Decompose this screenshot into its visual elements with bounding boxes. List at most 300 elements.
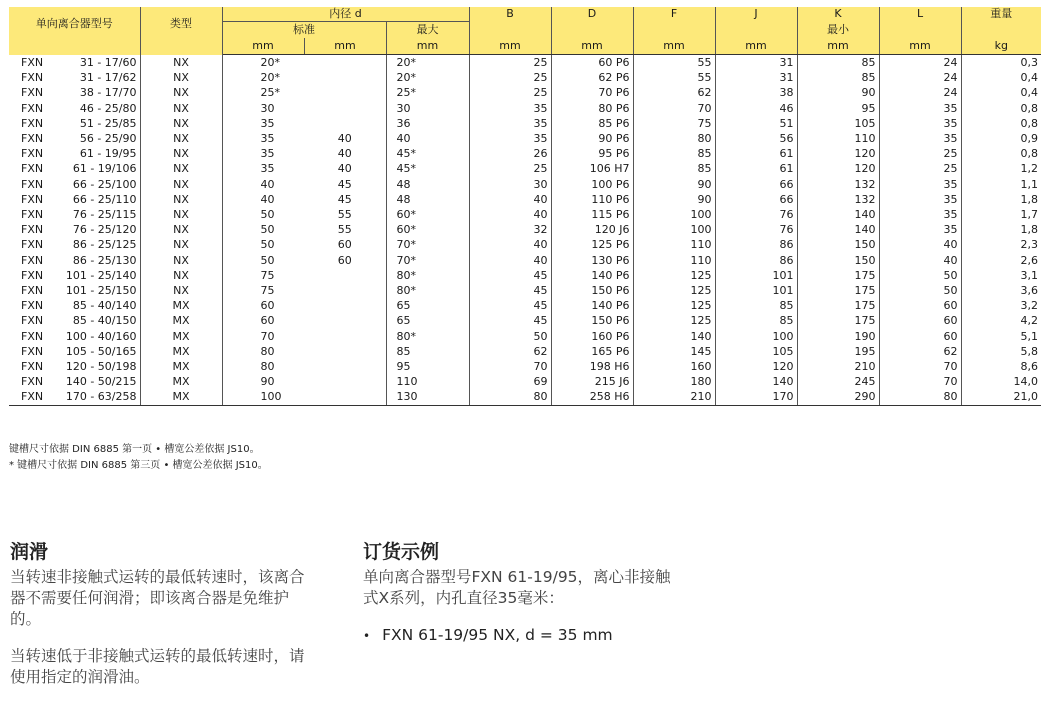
cell-J: 85	[715, 313, 797, 328]
cell-L: 40	[879, 237, 961, 252]
model-prefix: FXN	[21, 55, 44, 69]
bullet-dot-icon: •	[363, 629, 371, 643]
col-L-header: L	[879, 7, 961, 22]
model-cell	[9, 283, 140, 298]
model-prefix: FXN	[21, 101, 44, 115]
cell-type: NX	[140, 268, 222, 283]
cell-K: 132	[797, 177, 879, 192]
model-cell	[9, 101, 140, 116]
cell-F: 85	[633, 161, 715, 176]
model-cell	[9, 298, 140, 313]
model-prefix: FXN	[21, 344, 44, 358]
order-example-title: 订货示例	[363, 541, 440, 563]
model-prefix: FXN	[21, 253, 44, 267]
cell-type: MX	[140, 374, 222, 389]
cell-L: 62	[879, 344, 961, 359]
cell-B: 40	[469, 253, 551, 268]
cell-D: 215 J6	[551, 374, 633, 389]
cell-d1: 60	[260, 299, 275, 313]
cell-type: NX	[140, 253, 222, 268]
cell-type: NX	[140, 116, 222, 131]
table-row	[9, 85, 1041, 100]
cell-dmax: 110	[386, 374, 469, 389]
cell-B: 80	[469, 389, 551, 405]
col-weight-header: 重量	[961, 7, 1041, 22]
model-prefix: FXN	[21, 314, 44, 328]
model-prefix: FXN	[21, 299, 44, 313]
model-cell	[9, 161, 140, 176]
cell-dmax: 80*	[386, 283, 469, 298]
cell-B: 45	[469, 298, 551, 313]
model-number: 105 - 50/165	[65, 344, 137, 358]
cell-L: 35	[879, 222, 961, 237]
cell-B: 35	[469, 116, 551, 131]
cell-D: 70 P6	[551, 85, 633, 100]
cell-L: 35	[879, 207, 961, 222]
cell-L: 50	[879, 283, 961, 298]
cell-B: 30	[469, 177, 551, 192]
cell-w: 3,6	[1020, 284, 1039, 298]
cell-B: 45	[469, 283, 551, 298]
cell-F: 80	[633, 131, 715, 146]
cell-L: 35	[879, 131, 961, 146]
unit-mm: mm	[715, 38, 797, 55]
bore-std-header: 标准	[222, 22, 386, 39]
table-row	[9, 283, 1041, 298]
order-example-text: 单向离合器型号FXN 61-19/95，离心非接触 式X系列，内孔直径35毫米：	[363, 568, 671, 607]
bore-max-header: 最大	[386, 22, 469, 39]
model-cell	[9, 359, 140, 374]
cell-type: NX	[140, 207, 222, 222]
cell-d1: 40	[260, 177, 275, 191]
cell-type: NX	[140, 222, 222, 237]
cell-J: 51	[715, 116, 797, 131]
model-prefix: FXN	[21, 390, 44, 404]
cell-type: NX	[140, 85, 222, 100]
cell-d1: 75	[260, 268, 275, 282]
model-cell	[9, 146, 140, 161]
cell-J: 76	[715, 222, 797, 237]
cell-J: 86	[715, 253, 797, 268]
cell-D: 90 P6	[551, 131, 633, 146]
cell-L: 50	[879, 268, 961, 283]
cell-J: 101	[715, 283, 797, 298]
cell-D: 150 P6	[551, 313, 633, 328]
spec-table	[9, 7, 1041, 406]
cell-w: 1,2	[1020, 162, 1039, 176]
unit-mm: mm	[633, 38, 715, 55]
cell-J: 100	[715, 329, 797, 344]
table-row	[9, 253, 1041, 268]
cell-d2	[304, 298, 386, 313]
cell-d1: 75	[260, 284, 275, 298]
cell-B: 25	[469, 161, 551, 176]
model-number: 100 - 40/160	[65, 329, 137, 343]
unit-kg: kg	[961, 38, 1041, 55]
cell-d2: 45	[304, 192, 386, 207]
cell-dmax: 70*	[386, 253, 469, 268]
cell-D: 125 P6	[551, 237, 633, 252]
cell-dmax: 85	[386, 344, 469, 359]
model-cell	[9, 131, 140, 146]
cell-B: 69	[469, 374, 551, 389]
table-row	[9, 344, 1041, 359]
table-row	[9, 55, 1041, 71]
col-F-header: F	[633, 7, 715, 22]
model-cell	[9, 329, 140, 344]
cell-J: 61	[715, 161, 797, 176]
cell-J: 85	[715, 298, 797, 313]
cell-D: 150 P6	[551, 283, 633, 298]
cell-w: 3,2	[1020, 299, 1039, 313]
table-row	[9, 207, 1041, 222]
cell-D: 100 P6	[551, 177, 633, 192]
cell-K: 140	[797, 207, 879, 222]
cell-J: 31	[715, 70, 797, 85]
model-prefix: FXN	[21, 192, 44, 206]
cell-K: 120	[797, 161, 879, 176]
model-prefix: FXN	[21, 132, 44, 146]
cell-L: 70	[879, 359, 961, 374]
cell-d2: 40	[304, 131, 386, 146]
cell-dmax: 60*	[386, 207, 469, 222]
model-number: 66 - 25/100	[72, 177, 137, 191]
col-D-header: D	[551, 7, 633, 22]
col-type-header: 类型	[140, 7, 222, 55]
model-number: 51 - 25/85	[79, 116, 137, 130]
cell-w: 5,8	[1020, 344, 1039, 358]
cell-B: 25	[469, 70, 551, 85]
cell-K: 85	[797, 70, 879, 85]
cell-L: 35	[879, 177, 961, 192]
cell-K: 140	[797, 222, 879, 237]
model-number: 61 - 19/106	[72, 162, 137, 176]
model-prefix: FXN	[21, 375, 44, 389]
cell-F: 62	[633, 85, 715, 100]
cell-L: 24	[879, 85, 961, 100]
cell-B: 26	[469, 146, 551, 161]
cell-D: 110 P6	[551, 192, 633, 207]
model-cell	[9, 192, 140, 207]
cell-B: 25	[469, 55, 551, 71]
cell-d2: 55	[304, 222, 386, 237]
cell-d2	[304, 329, 386, 344]
cell-L: 60	[879, 298, 961, 313]
cell-F: 85	[633, 146, 715, 161]
cell-d2: 40	[304, 161, 386, 176]
cell-F: 140	[633, 329, 715, 344]
cell-w: 1,1	[1020, 177, 1039, 191]
cell-J: 140	[715, 374, 797, 389]
model-prefix: FXN	[21, 208, 44, 222]
cell-K: 175	[797, 313, 879, 328]
model-cell	[9, 374, 140, 389]
cell-w: 0,4	[1020, 86, 1039, 100]
cell-J: 38	[715, 85, 797, 100]
model-number: 76 - 25/120	[72, 223, 137, 237]
model-prefix: FXN	[21, 223, 44, 237]
model-cell	[9, 55, 140, 71]
cell-K: 120	[797, 146, 879, 161]
cell-d2	[304, 116, 386, 131]
cell-dmax: 70*	[386, 237, 469, 252]
cell-dmax: 80*	[386, 329, 469, 344]
cell-L: 24	[879, 55, 961, 71]
model-number: 31 - 17/60	[79, 55, 137, 69]
cell-K: 85	[797, 55, 879, 71]
cell-K: 190	[797, 329, 879, 344]
cell-dmax: 40	[386, 131, 469, 146]
model-prefix: FXN	[21, 238, 44, 252]
cell-type: MX	[140, 329, 222, 344]
lubrication-title: 润滑	[10, 541, 49, 563]
col-J-header: J	[715, 7, 797, 22]
model-cell	[9, 222, 140, 237]
table-row	[9, 192, 1041, 207]
unit-mm: mm	[386, 38, 469, 55]
col-bore-header: 内径 d	[222, 7, 469, 22]
cell-d1: 90	[260, 375, 275, 389]
table-row	[9, 177, 1041, 192]
cell-type: MX	[140, 344, 222, 359]
cell-F: 90	[633, 192, 715, 207]
cell-w: 0,8	[1020, 101, 1039, 115]
cell-d1: 50	[260, 238, 275, 252]
cell-d2	[304, 85, 386, 100]
cell-d1: 35	[260, 162, 275, 176]
cell-d1: 70	[260, 329, 275, 343]
cell-w: 0,9	[1020, 132, 1039, 146]
model-number: 86 - 25/130	[72, 253, 137, 267]
cell-dmax: 65	[386, 313, 469, 328]
model-prefix: FXN	[21, 284, 44, 298]
model-number: 66 - 25/110	[72, 192, 137, 206]
table-row	[9, 389, 1041, 405]
cell-d2: 45	[304, 177, 386, 192]
unit-mm: mm	[551, 38, 633, 55]
table-row	[9, 146, 1041, 161]
cell-type: NX	[140, 101, 222, 116]
model-prefix: FXN	[21, 86, 44, 100]
cell-d1: 50	[260, 223, 275, 237]
cell-d1: 40	[260, 192, 275, 206]
cell-J: 61	[715, 146, 797, 161]
cell-d1: 20*	[260, 71, 280, 85]
cell-J: 86	[715, 237, 797, 252]
cell-dmax: 80*	[386, 268, 469, 283]
model-number: 85 - 40/150	[72, 314, 137, 328]
model-cell	[9, 313, 140, 328]
cell-d2	[304, 101, 386, 116]
cell-K: 195	[797, 344, 879, 359]
model-prefix: FXN	[21, 71, 44, 85]
cell-D: 130 P6	[551, 253, 633, 268]
model-prefix: FXN	[21, 177, 44, 191]
cell-L: 40	[879, 253, 961, 268]
cell-B: 25	[469, 85, 551, 100]
cell-d1: 35	[260, 116, 275, 130]
cell-L: 35	[879, 116, 961, 131]
cell-K: 175	[797, 283, 879, 298]
table-row	[9, 131, 1041, 146]
cell-dmax: 130	[386, 389, 469, 405]
cell-B: 45	[469, 268, 551, 283]
model-cell	[9, 389, 140, 405]
table-row	[9, 161, 1041, 176]
model-cell	[9, 207, 140, 222]
model-number: 61 - 19/95	[79, 147, 137, 161]
model-number: 101 - 25/140	[65, 268, 137, 282]
cell-D: 85 P6	[551, 116, 633, 131]
cell-dmax: 45*	[386, 146, 469, 161]
cell-d1: 80	[260, 344, 275, 358]
cell-type: NX	[140, 161, 222, 176]
table-row	[9, 313, 1041, 328]
cell-D: 80 P6	[551, 101, 633, 116]
col-K-header: K	[797, 7, 879, 22]
lubrication-para-2: 当转速低于非接触式运转的最低转速时，请 使用指定的润滑油。	[10, 647, 305, 686]
cell-B: 40	[469, 237, 551, 252]
col-model-header: 单向离合器型号	[9, 7, 140, 55]
cell-dmax: 30	[386, 101, 469, 116]
cell-B: 40	[469, 207, 551, 222]
cell-d2: 60	[304, 253, 386, 268]
cell-F: 125	[633, 268, 715, 283]
cell-D: 165 P6	[551, 344, 633, 359]
cell-J: 66	[715, 192, 797, 207]
cell-D: 140 P6	[551, 268, 633, 283]
cell-d2	[304, 55, 386, 71]
cell-L: 35	[879, 192, 961, 207]
cell-D: 258 H6	[551, 389, 633, 405]
cell-K: 150	[797, 237, 879, 252]
cell-F: 210	[633, 389, 715, 405]
cell-dmax: 65	[386, 298, 469, 313]
cell-d2	[304, 283, 386, 298]
unit-mm: mm	[469, 38, 551, 55]
cell-D: 95 P6	[551, 146, 633, 161]
cell-type: MX	[140, 298, 222, 313]
cell-F: 75	[633, 116, 715, 131]
footnote-1: 键槽尺寸依据 DIN 6885 第一页 • 槽宽公差依据 JS10。	[9, 444, 260, 455]
cell-w: 1,7	[1020, 208, 1039, 222]
cell-type: MX	[140, 359, 222, 374]
cell-d2: 40	[304, 146, 386, 161]
model-cell	[9, 116, 140, 131]
model-number: 31 - 17/62	[79, 71, 137, 85]
cell-w: 0,8	[1020, 116, 1039, 130]
cell-d1: 60	[260, 314, 275, 328]
cell-type: NX	[140, 192, 222, 207]
cell-D: 115 P6	[551, 207, 633, 222]
lubrication-para-1: 当转速非接触式运转的最低转速时，该离合 器不需要任何润滑；即该离合器是免维护 的。	[10, 568, 305, 628]
cell-L: 35	[879, 101, 961, 116]
table-row	[9, 359, 1041, 374]
cell-d1: 35	[260, 132, 275, 146]
table-row	[9, 237, 1041, 252]
cell-F: 110	[633, 237, 715, 252]
cell-L: 25	[879, 146, 961, 161]
cell-type: NX	[140, 55, 222, 71]
cell-J: 105	[715, 344, 797, 359]
cell-d1: 50	[260, 253, 275, 267]
cell-F: 145	[633, 344, 715, 359]
model-cell	[9, 344, 140, 359]
model-prefix: FXN	[21, 268, 44, 282]
cell-d1: 50	[260, 208, 275, 222]
cell-dmax: 95	[386, 359, 469, 374]
cell-F: 125	[633, 298, 715, 313]
cell-d1: 30	[260, 101, 275, 115]
table-row	[9, 116, 1041, 131]
cell-dmax: 60*	[386, 222, 469, 237]
cell-K: 90	[797, 85, 879, 100]
col-B-header: B	[469, 7, 551, 22]
cell-w: 1,8	[1020, 192, 1039, 206]
cell-d2	[304, 313, 386, 328]
cell-D: 140 P6	[551, 298, 633, 313]
model-number: 56 - 25/90	[79, 132, 137, 146]
table-row	[9, 268, 1041, 283]
cell-J: 46	[715, 101, 797, 116]
table-row	[9, 222, 1041, 237]
cell-F: 55	[633, 70, 715, 85]
cell-w: 1,8	[1020, 223, 1039, 237]
cell-F: 125	[633, 283, 715, 298]
model-cell	[9, 177, 140, 192]
cell-K: 110	[797, 131, 879, 146]
cell-B: 35	[469, 101, 551, 116]
model-prefix: FXN	[21, 360, 44, 374]
model-number: 86 - 25/125	[72, 238, 137, 252]
cell-dmax: 20*	[386, 55, 469, 71]
cell-w: 8,6	[1020, 360, 1039, 374]
cell-d2: 55	[304, 207, 386, 222]
cell-dmax: 48	[386, 192, 469, 207]
model-number: 76 - 25/115	[72, 208, 137, 222]
cell-w: 14,0	[1013, 375, 1039, 389]
cell-d2	[304, 359, 386, 374]
cell-L: 70	[879, 374, 961, 389]
cell-L: 80	[879, 389, 961, 405]
cell-B: 62	[469, 344, 551, 359]
cell-d2	[304, 389, 386, 405]
unit-mm: mm	[879, 38, 961, 55]
cell-F: 125	[633, 313, 715, 328]
cell-w: 3,1	[1020, 268, 1039, 282]
cell-D: 62 P6	[551, 70, 633, 85]
cell-type: NX	[140, 177, 222, 192]
cell-w: 0,3	[1020, 56, 1039, 69]
cell-J: 101	[715, 268, 797, 283]
cell-w: 4,2	[1020, 314, 1039, 328]
cell-K: 175	[797, 298, 879, 313]
cell-K: 175	[797, 268, 879, 283]
cell-F: 160	[633, 359, 715, 374]
cell-F: 180	[633, 374, 715, 389]
cell-type: NX	[140, 146, 222, 161]
cell-L: 60	[879, 329, 961, 344]
cell-dmax: 48	[386, 177, 469, 192]
model-number: 120 - 50/198	[65, 360, 137, 374]
cell-L: 24	[879, 70, 961, 85]
model-cell	[9, 253, 140, 268]
model-number: 85 - 40/140	[72, 299, 137, 313]
cell-d1: 25*	[260, 86, 280, 100]
cell-F: 100	[633, 222, 715, 237]
cell-F: 90	[633, 177, 715, 192]
cell-d1: 20*	[260, 56, 280, 69]
